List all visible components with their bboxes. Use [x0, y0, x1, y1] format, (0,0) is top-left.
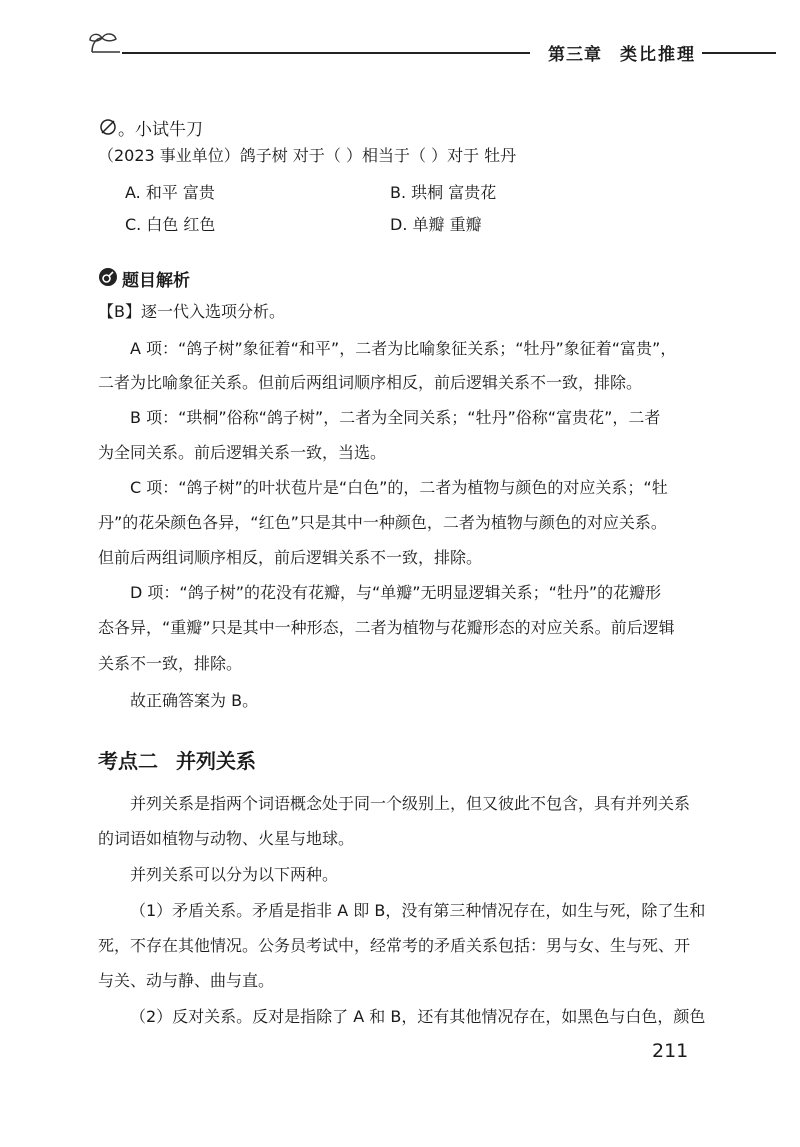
header-rule-left [122, 52, 530, 54]
analysis-line: B 项：“珙桐”俗称“鸽子树”，二者为全同关系；“牡丹”俗称“富贵花”，二者 [130, 408, 661, 427]
question-text: （2023 事业单位）鸽子树 对于（ ）相当于（ ）对于 牡丹 [98, 146, 517, 165]
chapter-label: 第三章 [548, 45, 602, 65]
section-title: 并列关系 [176, 749, 256, 773]
body-line: 并列关系是指两个词语概念处于同一个级别上，但又彼此不包含，具有并列关系 [130, 794, 691, 813]
section-heading [98, 745, 256, 774]
practice-heading: 。小试牛刀 [118, 120, 203, 140]
chapter-title: 类比推理 [620, 45, 696, 65]
body-line: 的词语如植物与动物、火星与地球。 [98, 829, 355, 848]
body-line: 并列关系可以分为以下两种。 [130, 865, 339, 884]
analysis-line: A 项：“鸽子树”象征着“和平”，二者为比喻象征关系；“牡丹”象征着“富贵”， [130, 339, 677, 358]
analysis-line: 【B】逐一代入选项分析。 [98, 302, 285, 321]
page-header [0, 0, 800, 80]
option-a: A. 和平 富贵 [125, 183, 215, 202]
analysis-line: 丹”的花朵颜色各异，“红色”只是其中一种颜色，二者为植物与颜色的对应关系。 [98, 513, 667, 532]
body-line: （1）矛盾关系。矛盾是指非 A 即 B，没有第三种情况存在，如生与死，除了生和 [130, 901, 706, 920]
page-number: 211 [652, 1040, 689, 1062]
section-label: 考点二 [98, 749, 158, 773]
analysis-line: 关系不一致，排除。 [98, 654, 243, 673]
option-c: C. 白色 红色 [125, 215, 216, 234]
analysis-icon [98, 267, 118, 287]
analysis-line: 为全同关系。前后逻辑关系一致，当选。 [98, 443, 387, 462]
analysis-heading: 题目解析 [122, 271, 190, 291]
header-rule-right [702, 52, 776, 54]
option-b: B. 珙桐 富贵花 [390, 183, 497, 202]
body-line: 死，不存在其他情况。公务员考试中，经常考的矛盾关系包括：男与女、生与死、开 [98, 936, 691, 955]
practice-heading-text: 小试牛刀 [135, 120, 203, 140]
option-d: D. 单瓣 重瓣 [390, 215, 482, 234]
sprout-icon [86, 30, 122, 56]
slash-circle-icon [98, 117, 118, 137]
body-line: 与关、动与静、曲与直。 [98, 971, 275, 990]
analysis-line: C 项：“鸽子树”的叶状苞片是“白色”的，二者为植物与颜色的对应关系；“牡 [130, 478, 668, 497]
analysis-line: 但前后两组词顺序相反，前后逻辑关系不一致，排除。 [98, 548, 483, 567]
analysis-line: D 项：“鸽子树”的花没有花瓣，与“单瓣”无明显逻辑关系；“牡丹”的花瓣形 [130, 583, 662, 602]
analysis-line: 二者为比喻象征关系。但前后两组词顺序相反，前后逻辑关系不一致，排除。 [98, 373, 643, 392]
analysis-line: 态各异，“重瓣”只是其中一种形态，二者为植物与花瓣形态的对应关系。前后逻辑 [98, 618, 675, 637]
body-line: （2）反对关系。反对是指除了 A 和 B，还有其他情况存在，如黑色与白色，颜色 [130, 1007, 706, 1026]
analysis-line: 故正确答案为 B。 [130, 691, 259, 710]
